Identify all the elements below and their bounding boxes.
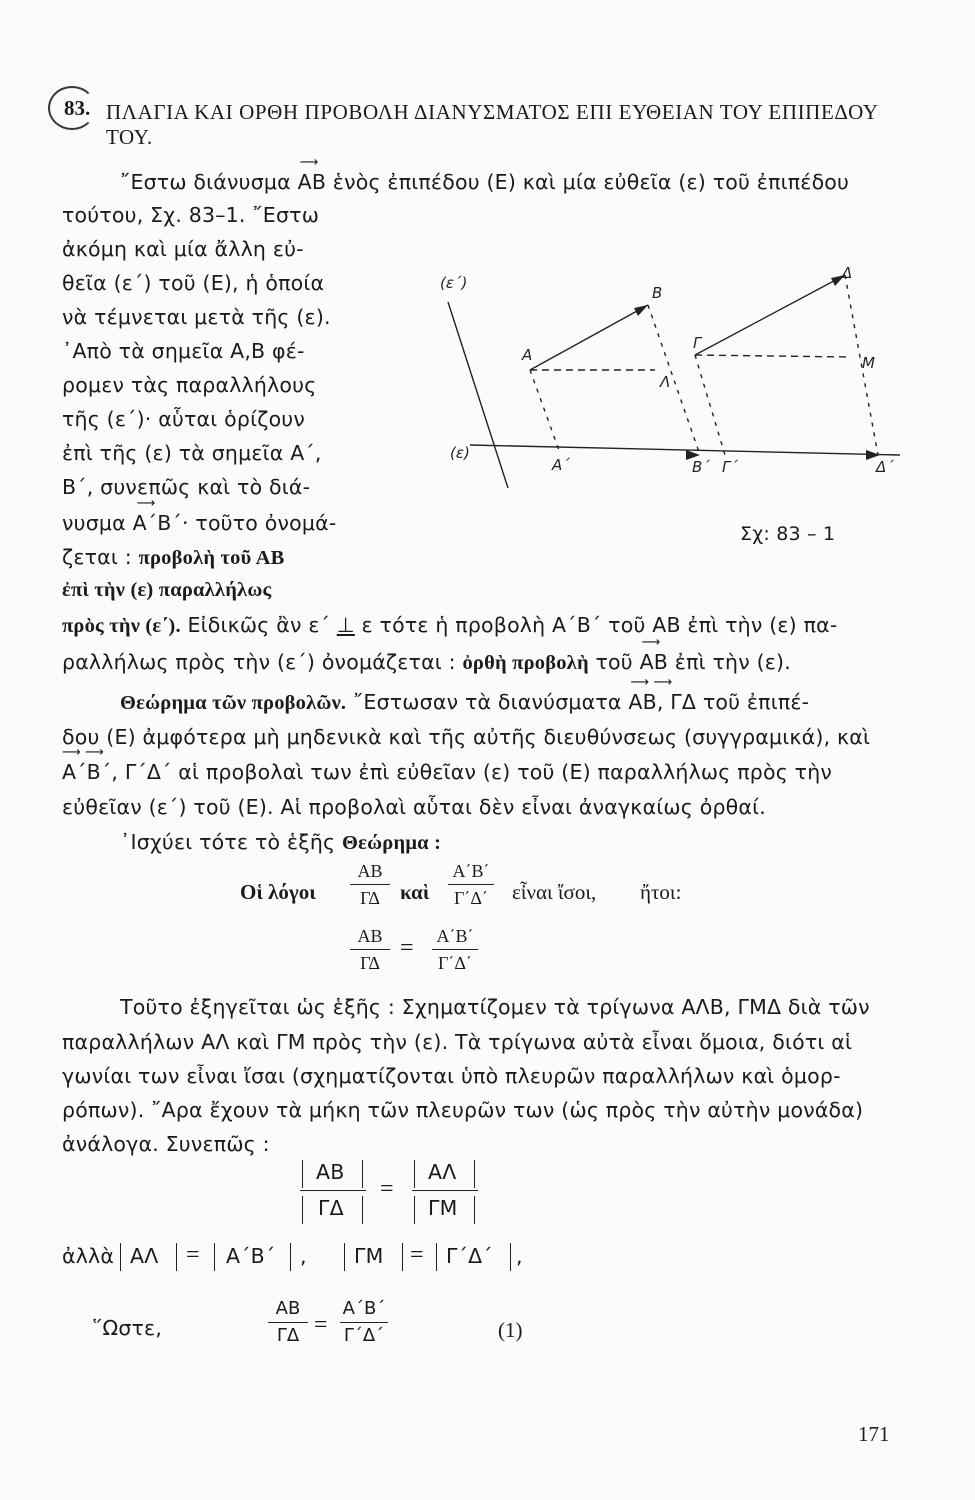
eq-frac-left: ΑΒ ΓΔ: [350, 925, 390, 974]
label-Lambda: Λ: [660, 373, 671, 391]
para1-line15: ραλλήλως πρὸς τὴν (ε΄) ὀνομάζεται : ὀρθὴ προβολὴ τοῦ ⟶ ΑΒ ἐπὶ τὴν (ε).: [62, 635, 791, 674]
section-number: 83.: [64, 96, 91, 120]
line-eps: [470, 445, 900, 455]
para1-line14: πρὸς τὴν (ε΄). Εἰδικῶς ἂν ε΄ ⊥ ε τότε ἡ προβολὴ Α΄Β΄ τοῦ ΑΒ ἐπὶ τὴν (ε) πα-: [62, 613, 838, 637]
mag-eq: =: [380, 1176, 394, 1202]
label-M: Μ: [862, 354, 875, 372]
alla-comma2: ,: [516, 1244, 523, 1268]
vector-AB: [530, 305, 648, 370]
para1-line3: ἀκόμη καὶ μία ἄλλη εὐ-: [62, 237, 304, 261]
label-B: Β: [652, 284, 663, 302]
mag-AB: ΑΒ: [316, 1160, 345, 1184]
mag-AL: ΑΛ: [428, 1160, 457, 1184]
frac-ApBp-GpDp: Α΄Β΄ Γ΄Δ΄: [448, 860, 494, 909]
label-B-prime: Β΄: [692, 458, 710, 476]
stmt-equal: εἶναι ἴσοι,: [512, 880, 597, 904]
frac-AB-GD: ΑΒ ΓΔ: [350, 860, 390, 909]
mag-GD: ΓΔ: [318, 1196, 344, 1220]
arrowhead-B: [634, 305, 648, 316]
proj-G: [695, 355, 725, 455]
proj-A: [530, 370, 560, 453]
para1-line12: ζεται : προβολὴ τοῦ ΑΒ: [62, 545, 285, 569]
para1-line6: ᾿Απὸ τὰ σημεῖα Α,Β φέ-: [62, 339, 305, 363]
concl-frac-left: ΑΒ ΓΔ: [268, 1298, 308, 1347]
proj-B: [648, 305, 700, 455]
theorem-line1: Θεώρημα τῶν προβολῶν. ῎Εστωσαν τὰ διανύσματα ⟶ ⟶ ΑΒ, ΓΔ τοῦ ἐπιπέ-: [120, 675, 810, 714]
para1-line5: νὰ τέμνεται μετὰ τῆς (ε).: [62, 305, 331, 329]
theorem-line3: ⟶ ⟶ Α΄Β΄, Γ΄Δ΄ αἱ προβολαὶ των ἐπὶ εὐθεῖαν (ε) τοῦ (Ε) παραλλήλως πρὸς τὴν: [62, 745, 833, 784]
alla-comma1: ,: [300, 1244, 307, 1268]
alla-GM: ΓΜ: [354, 1244, 384, 1268]
equation-number: (1): [498, 1318, 523, 1342]
section-title-line1: ΠΛΑΓΙΑ ΚΑΙ ΟΡΘΗ ΠΡΟΒΟΛΗ ΔΙΑΝΥΣΜΑΤΟΣ ΕΠΙ ΕΥΘΕΙΑΝ ΤΟΥ ΕΠΙΠΕΔΟΥ: [106, 100, 879, 124]
vector-GD: [695, 275, 845, 355]
stmt-and: καὶ: [400, 880, 430, 904]
para1-line2: τούτου, Σχ. 83–1. ῎Εστω: [62, 203, 320, 227]
theorem-line2: δου (Ε) ἀμφότερα μὴ μηδενικὰ καὶ τῆς αὐτῆς διευθύνσεως (συγγραμικά), καὶ: [62, 725, 871, 749]
alla-GpDp: Γ΄Δ΄: [446, 1244, 493, 1268]
alla-word: ἀλλὰ: [62, 1244, 115, 1268]
figure-caption: Σχ: 83 – 1: [740, 523, 836, 545]
concl-frac-right: Α΄Β΄ Γ΄Δ΄: [340, 1298, 388, 1347]
alla-eq1: =: [186, 1242, 200, 1268]
para2-line1: Τοῦτο ἐξηγεῖται ὡς ἑξῆς : Σχηματίζομεν τὰ τρίγωνα ΑΛΒ, ΓΜΔ διὰ τῶν: [120, 995, 870, 1019]
para1-line10: Β΄, συνεπῶς καὶ τὸ διά-: [62, 475, 311, 499]
para1-line1: ῎Εστω διάνυσμα ⟶ ΑΒ ἑνὸς ἐπιπέδου (Ε) καὶ μία εὐθεῖα (ε) τοῦ ἐπιπέδου: [120, 155, 850, 194]
label-Gamma: Γ: [693, 334, 702, 352]
figure-83-1: [430, 250, 910, 550]
label-A: Α: [522, 346, 533, 364]
concl-eq: =: [314, 1312, 328, 1338]
para2-line4: ρόπων). ῎Αρα ἔχουν τὰ μήκη τῶν πλευρῶν των (ὡς πρὸς τὴν αὐτὴν μονάδα): [62, 1098, 864, 1122]
para1-line8: τῆς (ε΄)· αὗται ὁρίζουν: [62, 407, 306, 431]
eq-sign: =: [400, 935, 414, 961]
label-A-prime: Α΄: [552, 456, 570, 474]
alla-ApBp: Α΄Β΄: [226, 1244, 276, 1268]
theorem-line4: εὐθεῖαν (ε΄) τοῦ (Ε). Αἱ προβολαὶ αὗται δὲν εἶναι ἀναγκαίως ὀρθαί.: [62, 795, 766, 819]
para2-line3: γωνίαι των εἶναι ἴσαι (σχηματίζονται ὑπὸ πλευρῶν παραλλήλων καὶ ὁμορ-: [62, 1064, 841, 1088]
label-Delta: Δ: [842, 264, 853, 282]
alla-AL: ΑΛ: [130, 1244, 159, 1268]
theorem-line5: ᾿Ισχύει τότε τὸ ἑξῆς Θεώρημα :: [120, 830, 442, 854]
mag-GM: ΓΜ: [428, 1196, 458, 1220]
eq-frac-right: Α΄Β΄ Γ΄Δ΄: [432, 925, 478, 974]
para1-line7: ρομεν τὰς παραλλήλους: [62, 373, 317, 397]
line-GM: [695, 355, 850, 357]
label-D-prime: Δ΄: [876, 458, 894, 476]
page-number: 171: [858, 1422, 890, 1446]
stmt-namely: ἤτοι:: [640, 880, 682, 904]
label-G-prime: Γ΄: [722, 458, 738, 476]
label-eps-prime: (ε΄): [440, 274, 468, 292]
para1-line9: ἐπὶ τῆς (ε) τὰ σημεῖα Α΄,: [62, 441, 322, 465]
section-title-line2: ΤΟΥ.: [106, 125, 153, 149]
conclusion-word: ῞Ωστε,: [92, 1316, 163, 1340]
stmt-ratios: Οἱ λόγοι: [240, 880, 316, 904]
para1-line13: ἐπὶ τὴν (ε) παραλλήλως: [62, 579, 272, 601]
para1-line11: νυσμα ⟶ Α΄Β΄· τοῦτο ὀνομά-: [62, 496, 337, 535]
label-eps: (ε): [450, 444, 470, 462]
para2-line2: παραλλήλων ΑΛ καὶ ΓΜ πρὸς τὴν (ε). Τὰ τρίγωνα αὐτὰ εἶναι ὅμοια, διότι αἱ: [62, 1030, 853, 1054]
para2-line5: ἀνάλογα. Συνεπῶς :: [62, 1132, 270, 1156]
para1-line4: θεῖα (ε΄) τοῦ (Ε), ἡ ὁποία: [62, 271, 325, 295]
alla-eq2: =: [410, 1242, 424, 1268]
